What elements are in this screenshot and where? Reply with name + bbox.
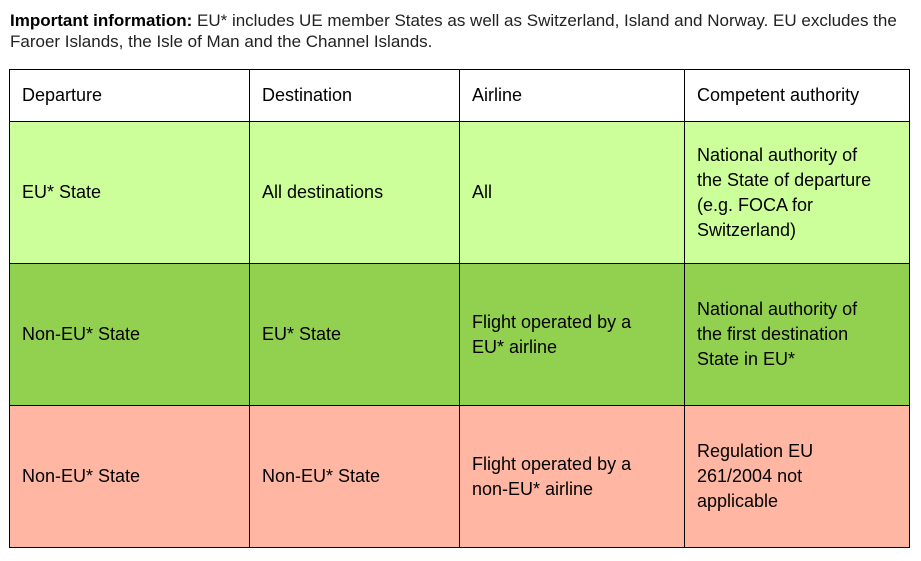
cell-destination: All destinations — [250, 122, 460, 264]
note-label: Important information: — [10, 11, 193, 30]
header-competent-authority: Competent authority — [685, 70, 910, 122]
table-row — [10, 406, 910, 548]
header-destination: Destination — [250, 70, 460, 122]
cell-departure: Non-EU* State — [10, 406, 250, 548]
cell-airline: All — [460, 122, 685, 264]
cell-competent-authority: National authority of the first destination State in EU* — [685, 264, 910, 406]
cell-destination: Non-EU* State — [250, 406, 460, 548]
table-header-row — [10, 70, 910, 122]
cell-departure: EU* State — [10, 122, 250, 264]
cell-competent-authority: Regulation EU 261/2004 not applicable — [685, 406, 910, 548]
header-departure: Departure — [10, 70, 250, 122]
cell-competent-authority: National authority of the State of departure (e.g. FOCA for Switzerland) — [685, 122, 910, 264]
cell-airline: Flight operated by a non-EU* airline — [460, 406, 685, 548]
note-text: EU* includes UE member States as well as Switzerland, Island and Norway. EU excludes the Faroer Islands, the Isle of Man and the Channel Islands. — [10, 11, 897, 51]
table-row — [10, 122, 910, 264]
cell-departure: Non-EU* State — [10, 264, 250, 406]
table-row — [10, 264, 910, 406]
important-information-note — [10, 10, 915, 52]
header-airline: Airline — [460, 70, 685, 122]
cell-destination: EU* State — [250, 264, 460, 406]
cell-airline: Flight operated by a EU* airline — [460, 264, 685, 406]
competent-authority-table — [9, 69, 910, 548]
